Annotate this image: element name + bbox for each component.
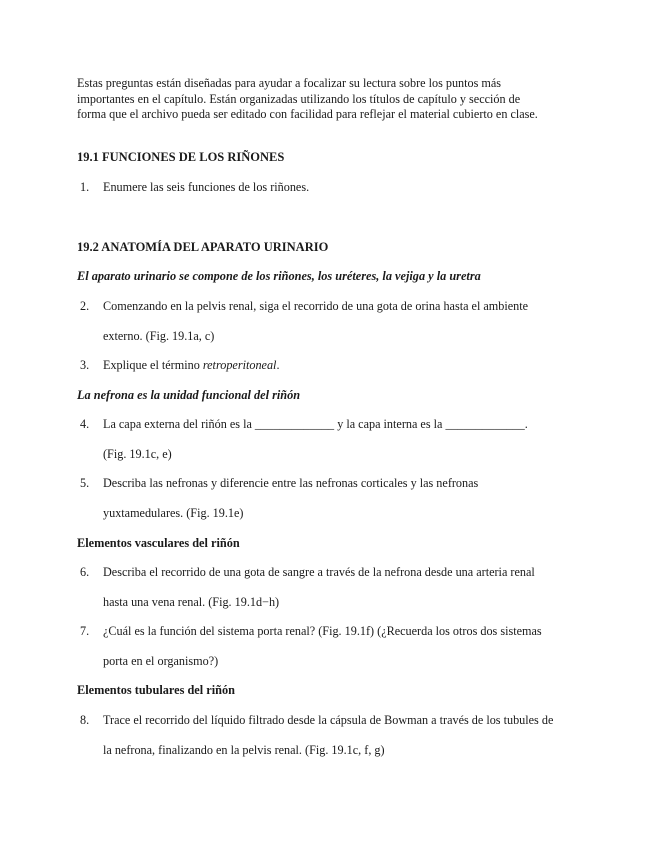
question-text-post: . (276, 358, 280, 372)
question-text: Enumere las seis funciones de los riñones. (103, 180, 310, 194)
section-heading-19-1: 19.1 FUNCIONES DE LOS RIÑONES (77, 150, 285, 164)
intro-line-2: importantes en el capítulo. Están organizadas utilizando los títulos de capítulo y sección de (77, 91, 521, 106)
intro-line-3: forma que el archivo pueda ser editado con facilidad para reflejar el material cubierto en clase. (77, 107, 538, 122)
question-number: 4. (80, 417, 90, 431)
subheading-tubular: Elementos tubulares del riñón (77, 683, 235, 697)
question-number: 8. (80, 713, 90, 727)
question-number: 2. (80, 299, 90, 313)
question-text-line-1: Describa las nefronas y diferencie entre las nefronas corticales y las nefronas (103, 476, 479, 490)
question-text-line-2: yuxtamedulares. (Fig. 19.1e) (103, 506, 244, 520)
question-text-line-1: Describa el recorrido de una gota de sangre a través de la nefrona desde una arteria renal (103, 565, 535, 579)
question-text (103, 358, 279, 373)
question-text-line-1: La capa externa del riñón es la _____________ y la capa interna es la _____________. (103, 417, 528, 431)
question-text-line-2: porta en el organismo?) (103, 654, 219, 668)
term-retroperitoneal: retroperitoneal (202, 358, 277, 372)
subheading-nephron: La nefrona es la unidad funcional del riñón (77, 388, 301, 402)
question-text-line-2: externo. (Fig. 19.1a, c) (103, 329, 215, 343)
question-number: 3. (80, 358, 90, 372)
question-text-line-1: Trace el recorrido del líquido filtrado desde la cápsula de Bowman a través de los tubules de (103, 713, 554, 727)
intro-paragraph (77, 76, 538, 123)
question-number: 1. (80, 180, 90, 194)
question-number: 6. (80, 565, 90, 579)
question-text-line-2: hasta una vena renal. (Fig. 19.1d−h) (103, 595, 280, 609)
question-text-line-1: ¿Cuál es la función del sistema porta renal? (Fig. 19.1f) (¿Recuerda los otros dos sistemas (103, 624, 542, 638)
question-text-line-1: Comenzando en la pelvis renal, siga el recorrido de una gota de orina hasta el ambiente (103, 299, 529, 313)
question-number: 7. (80, 624, 90, 638)
subheading-urinary-system: El aparato urinario se compone de los riñones, los uréteres, la vejiga y la uretra (77, 269, 481, 283)
question-text-pre: Explique el término (103, 358, 203, 372)
question-text-line-2: la nefrona, finalizando en la pelvis renal. (Fig. 19.1c, f, g) (103, 743, 385, 757)
intro-line-1: Estas preguntas están diseñadas para ayudar a focalizar su lectura sobre los puntos más (77, 76, 502, 90)
subheading-vascular: Elementos vasculares del riñón (77, 536, 240, 550)
section-heading-19-2: 19.2 ANATOMÍA DEL APARATO URINARIO (77, 240, 329, 254)
question-number: 5. (80, 476, 90, 490)
question-text-line-2: (Fig. 19.1c, e) (103, 447, 172, 461)
